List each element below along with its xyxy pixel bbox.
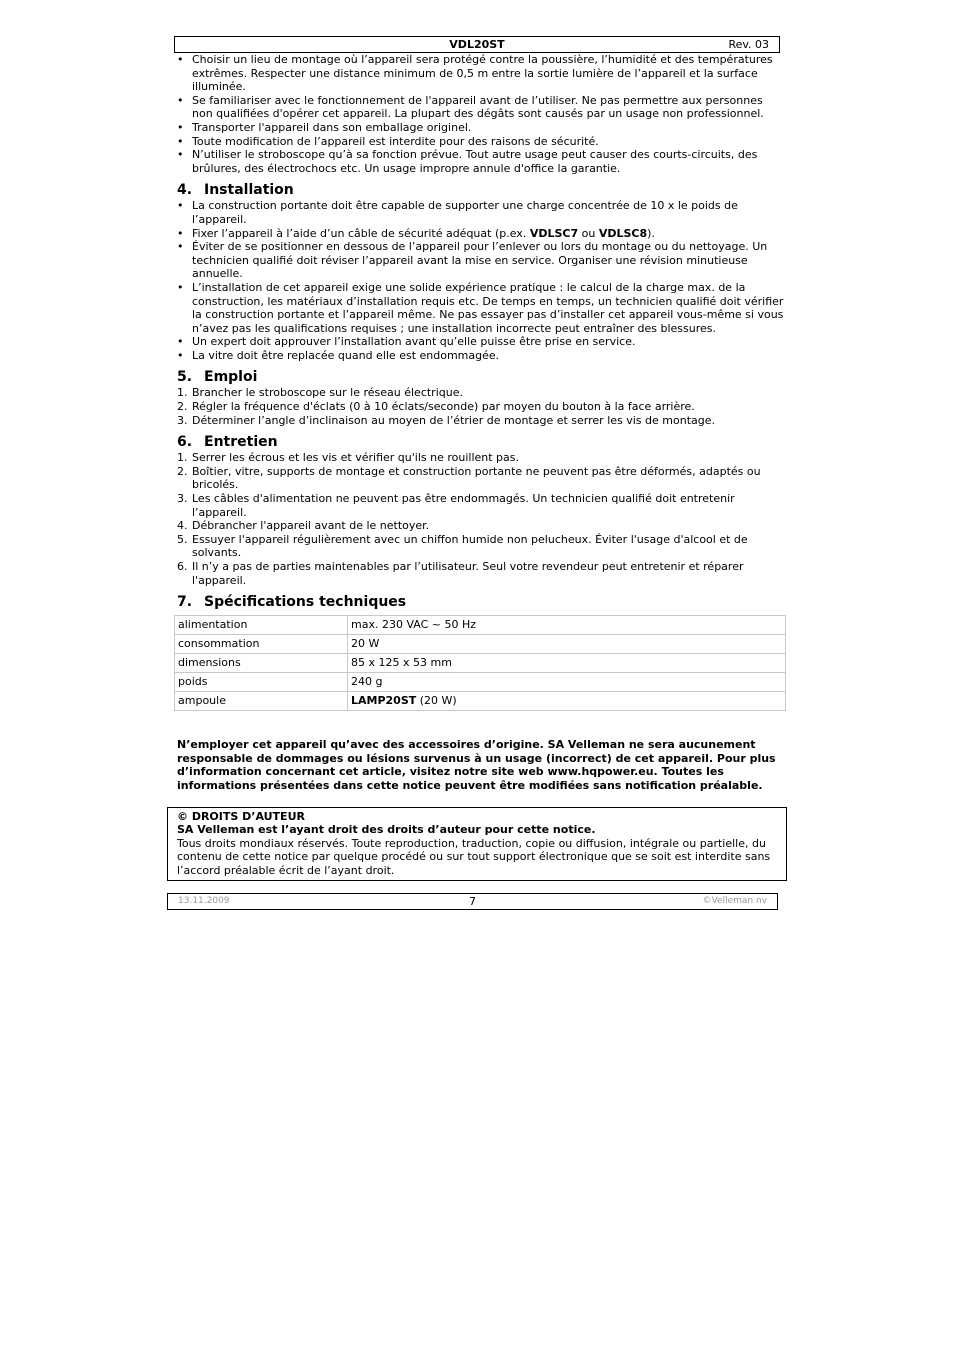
item-number: 3.	[177, 492, 188, 506]
list-item: • Se familiariser avec le fonctionnement de l'appareil avant de l’utiliser. Ne pas permettre aux personnes non qualifiées d'opérer cet appareil. La plupart des dégâts sont causés par un usage non professionnel.	[174, 94, 786, 121]
section-number: 6.	[177, 434, 193, 451]
item-text: Serrer les écrous et les vis et vérifier qu'ils ne rouillent pas.	[192, 451, 519, 465]
copyright-body: Tous droits mondiaux réservés. Toute reproduction, traduction, copie ou diffusion, intégrale ou partielle, du contenu de cette notice par quelque procédé ou sur tout support électronique que se soit est interdite sans l’accord préalable écrit de l’ayant droit.	[177, 836, 771, 877]
section-heading-entretien	[174, 433, 786, 451]
warning-notice: N’employer cet appareil qu’avec des accessoires d’origine. SA Velleman ne sera aucunement responsable de dommages ou lésions survenus à un usage (incorrect) de cet appareil. Pour plus d’information concernant cet article, visitez notre site web www.hqpower.eu. Toutes les informations présentées dans cette notice peuvent être modifiées sans notification préalable.	[177, 738, 776, 792]
product-code: VDLSC7	[529, 226, 579, 240]
document-page	[174, 36, 786, 910]
spec-value: 240 g	[348, 673, 786, 692]
specifications-table	[174, 615, 786, 711]
list-item	[174, 465, 786, 492]
list-item: • Un expert doit approuver l’installation avant qu’elle puisse être prise en service.	[174, 335, 786, 349]
spec-label: poids	[175, 673, 348, 692]
page-footer	[167, 893, 778, 910]
entretien-numbered-list	[174, 451, 786, 587]
item-text: Déterminer l’angle d’inclinaison au moyen de l’étrier de montage et serrer les vis de montage.	[192, 413, 715, 427]
item-number: 2.	[177, 400, 188, 414]
list-item	[174, 386, 786, 400]
intro-bullet-list	[174, 53, 786, 175]
page-number: 7	[469, 894, 476, 908]
spec-value	[348, 692, 786, 711]
text-span: ou	[578, 226, 599, 240]
copyright-owner: SA Velleman est l’ayant droit des droits d’auteur pour cette notice.	[177, 823, 596, 837]
list-item: • La construction portante doit être capable de supporter une charge concentrée de 10 x le poids de l’appareil.	[174, 199, 786, 226]
copyright-title: © DROITS D’AUTEUR	[177, 809, 305, 823]
footer-date: 13.11.2009	[178, 895, 230, 906]
product-code: VDLSC8	[598, 226, 648, 240]
section-heading-emploi	[174, 368, 786, 386]
item-number: 4.	[177, 519, 188, 533]
section-number: 7.	[177, 594, 193, 611]
item-text: Boîtier, vitre, supports de montage et construction portante ne peuvent pas être déformés, adaptés ou bricolés.	[192, 464, 761, 492]
section-title: Installation	[204, 182, 294, 199]
item-number: 1.	[177, 386, 188, 400]
item-number: 2.	[177, 464, 188, 478]
spec-label: alimentation	[175, 616, 348, 635]
list-item	[174, 414, 786, 428]
revision: Rev. 03	[728, 38, 769, 51]
table-row	[175, 673, 786, 692]
item-text: Il n’y a pas de parties maintenables par l’utilisateur. Seul votre revendeur peut entretenir et réparer l'appareil.	[192, 560, 744, 587]
spec-value: max. 230 VAC ~ 50 Hz	[348, 616, 786, 635]
list-item: • L’installation de cet appareil exige une solide expérience pratique : le calcul de la charge max. de la construction, les matériaux d’installation requis etc. De temps en temps, un technicien qualifié doit vérifier la construction portante et l’appareil même. Ne pas essayer pas d’installer cet appareil vous-même si vous n’avez pas les qualifications requises ; une installation incorrecte peut entraîner des blessures.	[174, 281, 786, 335]
spec-value: 20 W	[348, 635, 786, 654]
emploi-numbered-list	[174, 386, 786, 427]
section-number: 5.	[177, 369, 193, 386]
lamp-code: LAMP20ST	[351, 694, 417, 708]
list-item	[174, 400, 786, 414]
list-item: • Éviter de se positionner en dessous de l’appareil pour l’enlever ou lors du montage ou du nettoyage. Un technicien qualifié doit réviser l’appareil avant la mise en service. Organiser une révision minutieuse annuelle.	[174, 240, 786, 281]
section-heading-specifications	[174, 593, 786, 611]
list-item: • Transporter l'appareil dans son emballage originel.	[174, 121, 786, 135]
model-number: VDL20ST	[449, 38, 505, 51]
list-item	[174, 227, 786, 241]
spec-label: dimensions	[175, 654, 348, 673]
text-span: Fixer l’appareil à l’aide d’un câble de sécurité adéquat (p.ex.	[192, 226, 530, 240]
table-row	[175, 635, 786, 654]
item-number: 3.	[177, 413, 188, 427]
item-number: 1.	[177, 451, 188, 465]
list-item: • La vitre doit être replacée quand elle est endommagée.	[174, 349, 786, 363]
section-title: Spécifications techniques	[204, 594, 407, 611]
lamp-wattage: (20 W)	[416, 694, 457, 708]
installation-bullet-list	[174, 199, 786, 362]
table-row	[175, 692, 786, 711]
section-title: Emploi	[204, 369, 258, 386]
section-heading-installation	[174, 181, 786, 199]
list-item: • N’utiliser le stroboscope qu’à sa fonction prévue. Tout autre usage peut causer des courts-circuits, des brûlures, des électrochocs etc. Un usage impropre annule d'office la garantie.	[174, 148, 786, 175]
spec-value: 85 x 125 x 53 mm	[348, 654, 786, 673]
item-number: 5.	[177, 532, 188, 546]
list-item	[174, 533, 786, 560]
footer-copyright: ©Velleman nv	[702, 895, 767, 906]
list-item	[174, 560, 786, 587]
spec-label: ampoule	[175, 692, 348, 711]
spec-label: consommation	[175, 635, 348, 654]
table-row	[175, 616, 786, 635]
list-item	[174, 492, 786, 519]
copyright-box	[167, 807, 787, 881]
section-title: Entretien	[204, 434, 278, 451]
list-item: • Choisir un lieu de montage où l’appareil sera protégé contre la poussière, l’humidité et des températures extrêmes. Respecter une distance minimum de 0,5 m entre la sortie lumière de l’appareil et la surface illuminée.	[174, 53, 786, 94]
list-item	[174, 451, 786, 465]
item-text: Essuyer l'appareil régulièrement avec un chiffon humide non pelucheux. Éviter l'usage d'alcool et de solvants.	[192, 532, 748, 560]
item-text: Les câbles d'alimentation ne peuvent pas être endommagés. Un technicien qualifié doit entretenir l’appareil.	[192, 492, 735, 519]
list-item	[174, 519, 786, 533]
item-text: Régler la fréquence d'éclats (0 à 10 éclats/seconde) par moyen du bouton à la face arrière.	[192, 400, 695, 414]
list-item: • Toute modification de l’appareil est interdite pour des raisons de sécurité.	[174, 135, 786, 149]
text-span: ).	[647, 226, 655, 240]
page-header	[174, 36, 780, 53]
item-text: Brancher le stroboscope sur le réseau électrique.	[192, 386, 463, 400]
section-number: 4.	[177, 182, 193, 199]
item-text: Débrancher l'appareil avant de le nettoyer.	[192, 519, 430, 533]
item-number: 6.	[177, 560, 188, 573]
table-row	[175, 654, 786, 673]
